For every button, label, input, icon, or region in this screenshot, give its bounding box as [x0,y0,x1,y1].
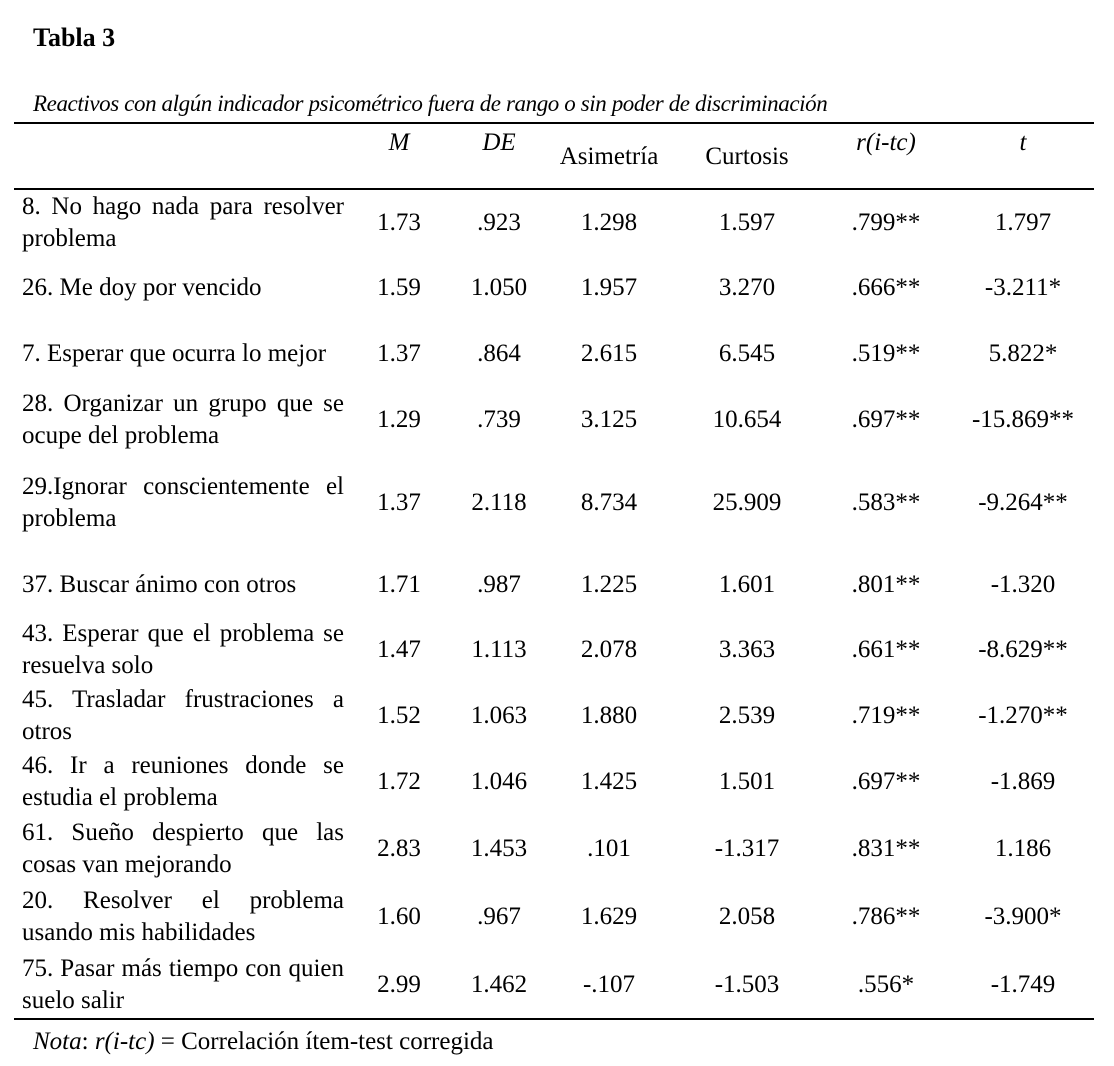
row-m: 1.72 [377,768,421,795]
table-row [14,683,1094,749]
row-ritc: .697** [851,768,921,795]
row-curtosis: 10.654 [712,406,782,433]
row-item: 46. Ir a reuniones donde se estudia el problema [22,752,344,811]
row-m: 2.83 [377,835,421,862]
row-item: 20. Resolver el problema usando mis habilidades [22,887,344,946]
row-curtosis: 3.363 [718,636,776,663]
row-t: -3.900* [984,903,1062,930]
row-asimetria: 1.957 [580,274,638,301]
row-asimetria: -.107 [582,970,636,998]
row-curtosis: 1.597 [718,208,776,236]
row-item: 29.Ignorar conscientemente el problema [22,473,344,532]
row-item: 28. Organizar un grupo que se ocupe del problema [22,390,344,449]
row-item: 7. Esperar que ocurra lo mejor [22,340,327,367]
row-curtosis: 2.058 [718,903,776,930]
row-de: .987 [477,571,521,598]
row-asimetria: 1.629 [580,903,638,930]
table-caption: Reactivos con algún indicador psicométrico fuera de rango o sin poder de discriminación [33,91,828,116]
row-m: 1.60 [377,903,421,930]
row-de: 1.063 [470,702,528,729]
note-term: r(i-tc) [94,1028,155,1055]
row-item: 37. Buscar ánimo con otros [22,571,297,598]
row-curtosis: -1.503 [714,970,780,998]
table-body [14,189,1094,1019]
row-ritc: .697** [851,406,921,433]
row-t: -1.749 [990,970,1056,998]
header-curtosis: Curtosis [705,143,789,170]
row-m: 2.99 [377,970,421,998]
row-de: .967 [477,903,521,930]
row-curtosis: 25.909 [712,489,782,516]
row-ritc: .661** [851,636,921,663]
table-row [14,255,1094,321]
row-asimetria: 8.734 [580,489,638,516]
row-m: 1.37 [377,340,421,367]
row-ritc: .666** [851,274,921,301]
header-m: M [388,129,410,156]
row-item: 61. Sueño despierto que las cosas van mejorando [22,819,344,878]
row-ritc: .786** [851,903,921,930]
row-asimetria: 1.298 [580,208,638,236]
row-curtosis: 1.601 [718,571,776,598]
psychometric-table [14,122,1094,1020]
row-item: 45. Trasladar frustraciones a otros [22,686,344,745]
table-row [14,553,1094,617]
table-row [14,387,1094,453]
row-m: 1.52 [377,702,421,729]
row-m: 1.71 [377,571,421,598]
row-asimetria: 2.078 [580,636,638,663]
row-curtosis: 2.539 [718,702,776,729]
row-t: 1.186 [994,835,1052,862]
header-row [14,123,1094,189]
row-curtosis: -1.317 [714,835,780,862]
table-row [14,815,1094,883]
row-asimetria: .101 [587,835,631,862]
row-asimetria: 1.880 [580,702,638,729]
header-t: t [1019,129,1027,156]
row-de: .923 [477,208,521,236]
table-row [14,453,1094,553]
header-de: DE [482,129,516,156]
header-ritc: r(i-tc) [856,129,916,156]
row-curtosis: 1.501 [718,768,776,795]
row-asimetria: 1.425 [580,768,638,795]
row-t: -1.320 [990,571,1056,598]
row-m: 1.59 [377,274,421,301]
row-t: -3.211* [984,274,1062,301]
table-row [14,321,1094,387]
row-ritc: .556* [857,970,915,998]
row-m: 1.37 [377,489,421,516]
note-text: = Correlación ítem-test corregida [154,1028,494,1055]
row-ritc: .801** [851,571,921,598]
row-m: 1.73 [377,208,421,236]
row-de: 1.046 [470,768,528,795]
row-ritc: .519** [851,340,921,367]
row-asimetria: 2.615 [580,340,638,367]
row-ritc: .583** [851,489,921,516]
table-number: Tabla 3 [33,23,116,52]
row-curtosis: 6.545 [718,340,776,367]
row-asimetria: 3.125 [580,406,638,433]
row-item: 8. No hago nada para resolver problema [22,192,344,252]
row-de: 1.113 [471,636,527,663]
table-note: Nota: r(i-tc) = Correlación ítem-test corregida [33,1028,494,1055]
table-row [14,749,1094,815]
row-t: -15.869** [971,406,1075,433]
row-t: -8.629** [978,636,1068,663]
table-row [14,189,1094,255]
row-asimetria: 1.225 [580,571,638,598]
row-t: 1.797 [994,208,1052,236]
row-t: -1.869 [990,768,1056,795]
row-curtosis: 3.270 [718,274,776,301]
table-row [14,883,1094,951]
row-m: 1.47 [377,636,421,663]
row-ritc: .719** [851,702,921,729]
row-t: 5.822* [988,340,1058,367]
row-item: 43. Esperar que el problema se resuelva solo [22,620,344,679]
row-t: -1.270** [978,702,1068,729]
row-ritc: .831** [851,835,921,862]
row-item: 26. Me doy por vencido [22,274,262,301]
row-ritc: .799** [851,208,921,236]
table-row [14,617,1094,683]
row-de: .739 [477,406,521,433]
header-item [14,123,344,189]
note-label: Nota [33,1028,82,1055]
row-de: 2.118 [471,489,527,516]
row-item: 75. Pasar más tiempo con quien suelo salir [22,954,344,1014]
row-de: .864 [477,340,521,367]
row-t: -9.264** [978,489,1068,516]
table-row [14,951,1094,1019]
row-de: 1.050 [470,274,528,301]
row-de: 1.462 [470,970,528,998]
row-de: 1.453 [470,835,528,862]
row-m: 1.29 [377,406,421,433]
header-asimetria: Asimetría [559,143,659,170]
